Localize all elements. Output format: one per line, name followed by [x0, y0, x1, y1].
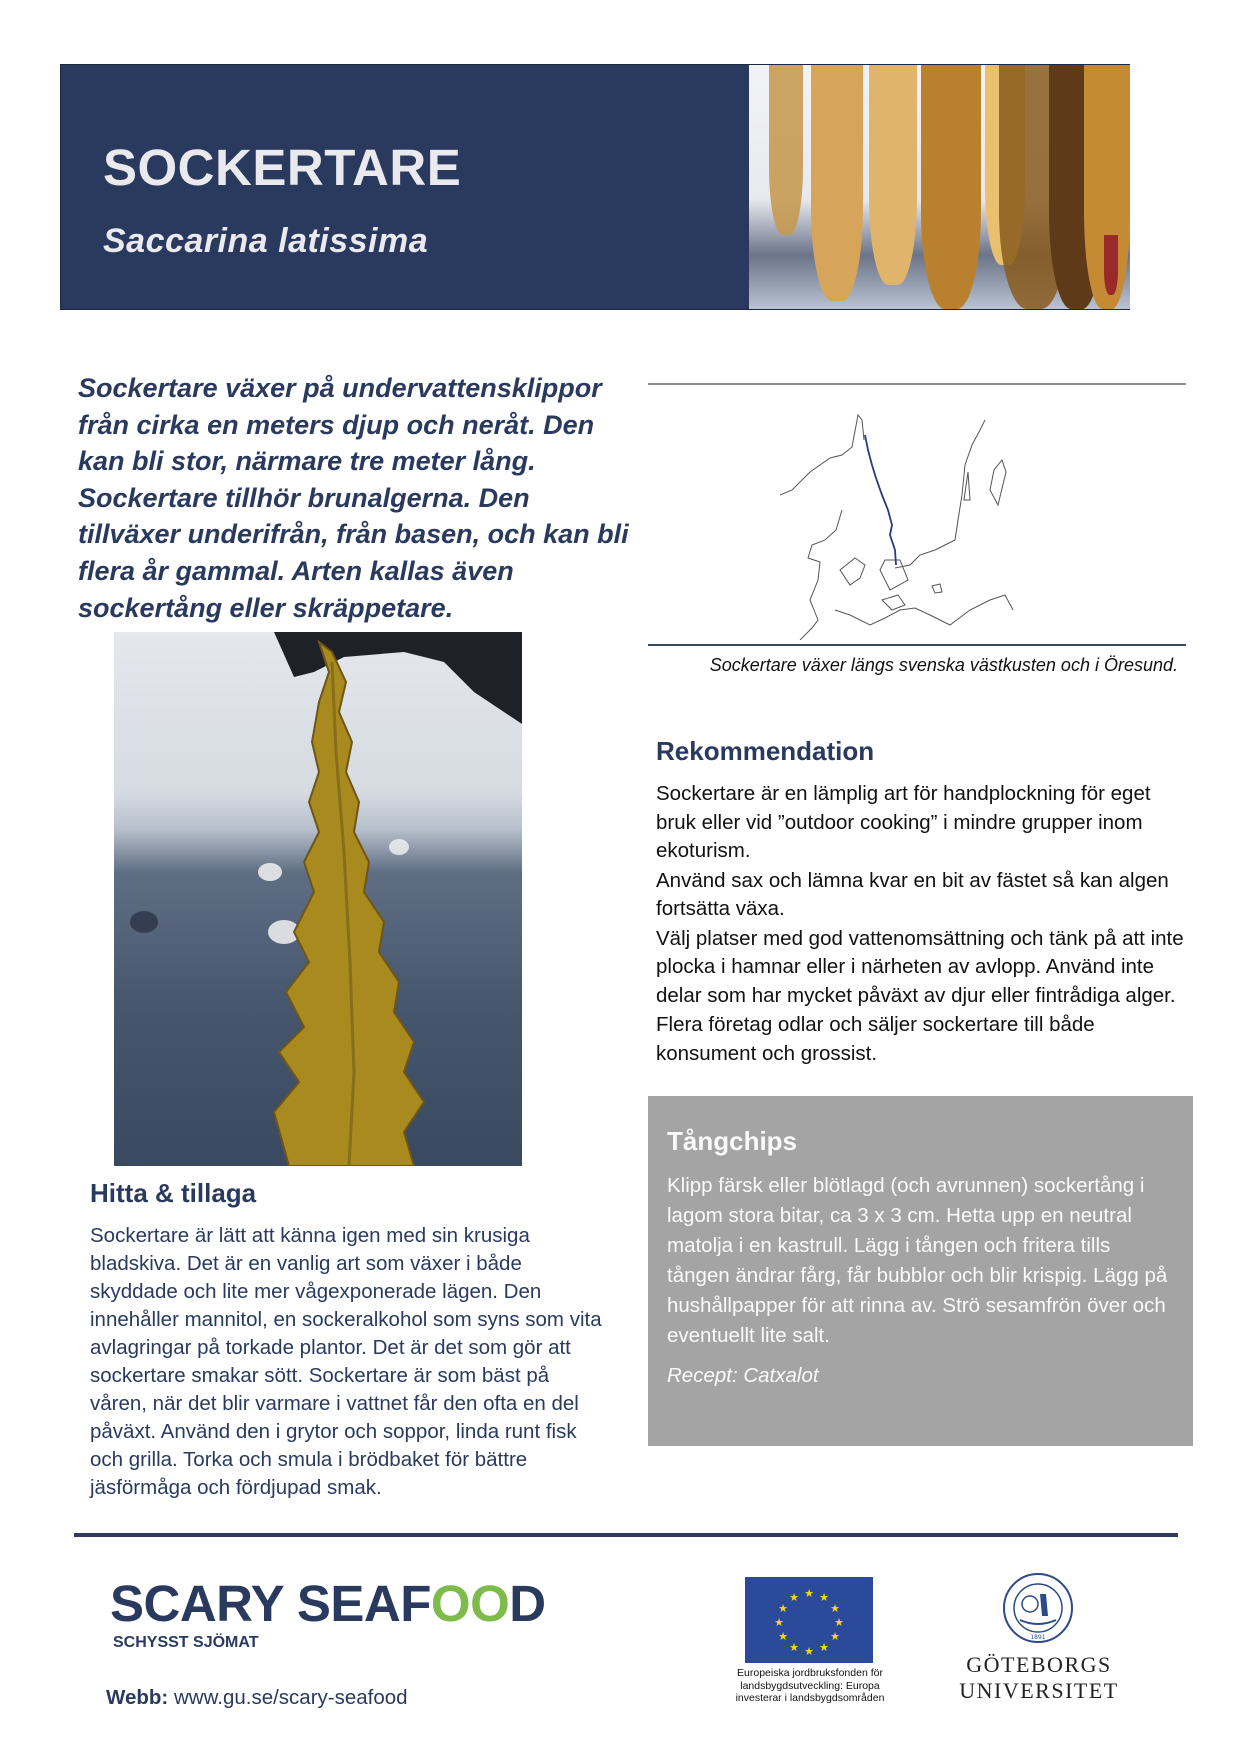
eu-funding-text: Europeiska jordbruksfonden för landsbygdsutveckling: Europa investerar i landsbygdsområden [735, 1667, 885, 1704]
gu-name-line2: UNIVERSITET [959, 1678, 1119, 1703]
svg-text:★: ★ [789, 1591, 799, 1604]
footer-divider [74, 1533, 1178, 1537]
sugar-kelp-photo [114, 632, 522, 1166]
west-coast-highlight [865, 435, 896, 565]
gotland [990, 460, 1006, 505]
rekommendation-paragraph: Flera företag odlar och säljer sockertare till både konsument och grossist. [656, 1013, 1095, 1065]
map-caption: Sockertare växer längs svenska västkusten och i Öresund. [709, 655, 1178, 675]
svg-text:★: ★ [830, 1602, 840, 1615]
brand-text: SCARY SEAF [110, 1575, 431, 1632]
svg-text:★: ★ [819, 1591, 829, 1604]
scandinavia-coastline-map [780, 400, 1020, 640]
website-line [106, 1686, 408, 1710]
map-top-divider [648, 383, 1186, 385]
scientific-name: Saccarina latissima [103, 222, 429, 260]
brand-text-end: D [509, 1575, 546, 1632]
rekommendation-heading: Rekommendation [656, 736, 875, 766]
gu-wordmark [955, 1652, 1123, 1704]
germany-poland-coast [835, 595, 1013, 625]
eu-flag-icon [745, 1577, 873, 1663]
hitta-body: Sockertare är lätt att känna igen med sin krusiga bladskiva. Det är en vanlig art som växer i både skyddade och lite mer vågexponerade lägen. Den innehåller mannitol, en sockeralkohol som syns som vita avlagringar på torkade plantor. Det är det som gör att sockertare smakar sött. Sockertare är som bäst på våren, när det blir varmare i vattnet får den ofta en del påväxt. Använd den i grytor och soppor, linda runt fisk och grilla. Torka och smula i brödbaket för bättre jäsförmåga och fördjupad smak. [90, 1224, 602, 1499]
rekommendation-paragraph: Sockertare är en lämplig art för handplockning för eget bruk eller vid ”outdoor cooking” i mindre grupper inom ekoturism. [656, 782, 1151, 862]
recipe-box [648, 1096, 1193, 1446]
website-link[interactable]: www.gu.se/scary-seafood [173, 1686, 408, 1709]
web-label: Webb: [106, 1686, 169, 1709]
norway-coast [780, 415, 864, 495]
hitta-heading: Hitta & tillaga [90, 1178, 257, 1208]
gu-seal-year: 1891 [1030, 1634, 1046, 1641]
gu-seal-icon [1002, 1572, 1074, 1644]
recipe-heading: Tångchips [667, 1126, 798, 1156]
scary-seafood-logo [110, 1574, 546, 1633]
buoy [389, 839, 409, 855]
svg-text:★: ★ [819, 1641, 829, 1654]
brand-tagline: SCHYSST SJÖMAT [113, 1634, 259, 1651]
kelp-frond [274, 642, 424, 1166]
rekommendation-paragraph: Använd sax och lämna kvar en bit av fästet så kan algen fortsätta växa. [656, 868, 1169, 920]
svg-text:★: ★ [789, 1641, 799, 1654]
jutland-coast [800, 510, 842, 640]
recipe-body: Klipp färsk eller blötlagd (och avrunnen) sockertång i lagom stora bitar, ca 3 x 3 cm. Hetta upp en neutral matolja i en kastrull. Lägg i tången och fritera tills tången ändrar fårg, får bubblor och blir krispig. Lägg på hushållpapper för att rinna av. Strö sesamfrön över och eventuellt lite salt. [667, 1174, 1168, 1347]
header-banner [60, 64, 1130, 310]
kelp-illustration [114, 632, 522, 1166]
eu-stars [745, 1577, 873, 1663]
rekommendation-body [656, 780, 1186, 1069]
svg-text:★: ★ [778, 1602, 788, 1615]
oland [964, 472, 970, 500]
svg-text:★: ★ [804, 1587, 814, 1600]
buoy [130, 911, 158, 933]
gu-name-line1: GÖTEBORGS [966, 1652, 1112, 1677]
sweden-south-coast [895, 420, 985, 568]
bornholm [932, 584, 942, 593]
svg-text:★: ★ [778, 1630, 788, 1643]
glove [274, 632, 522, 724]
denmark-islands [840, 558, 908, 610]
brand-oo-accent: OO [430, 1575, 510, 1632]
rekommendation-paragraph: Välj platser med god vattenomsättning och tänk på att inte plocka i hamnar eller i närheten av avlopp. Använd inte delar som har mycket påväxt av djur eller fintrådiga alger. [656, 926, 1184, 1007]
recipe-credit: Recept: Catxalot [667, 1364, 819, 1387]
svg-text:★: ★ [834, 1616, 844, 1629]
svg-text:★: ★ [830, 1630, 840, 1643]
buoy [258, 863, 282, 881]
intro-text: Sockertare växer på undervattensklippor från cirka en meters djup och neråt. Den kan bli stor, närmare tre meter lång. Sockertare tillhör brunalgerna. Den tillväxer underifrån, från basen, och kan bli flera år gammal. Arten kallas även sockertång eller skräppetare. [78, 373, 629, 623]
map-bottom-divider [648, 644, 1186, 646]
header-kelp-photo [749, 65, 1130, 309]
page-title: SOCKERTARE [103, 139, 462, 196]
svg-text:★: ★ [804, 1645, 814, 1658]
svg-text:★: ★ [774, 1616, 784, 1629]
